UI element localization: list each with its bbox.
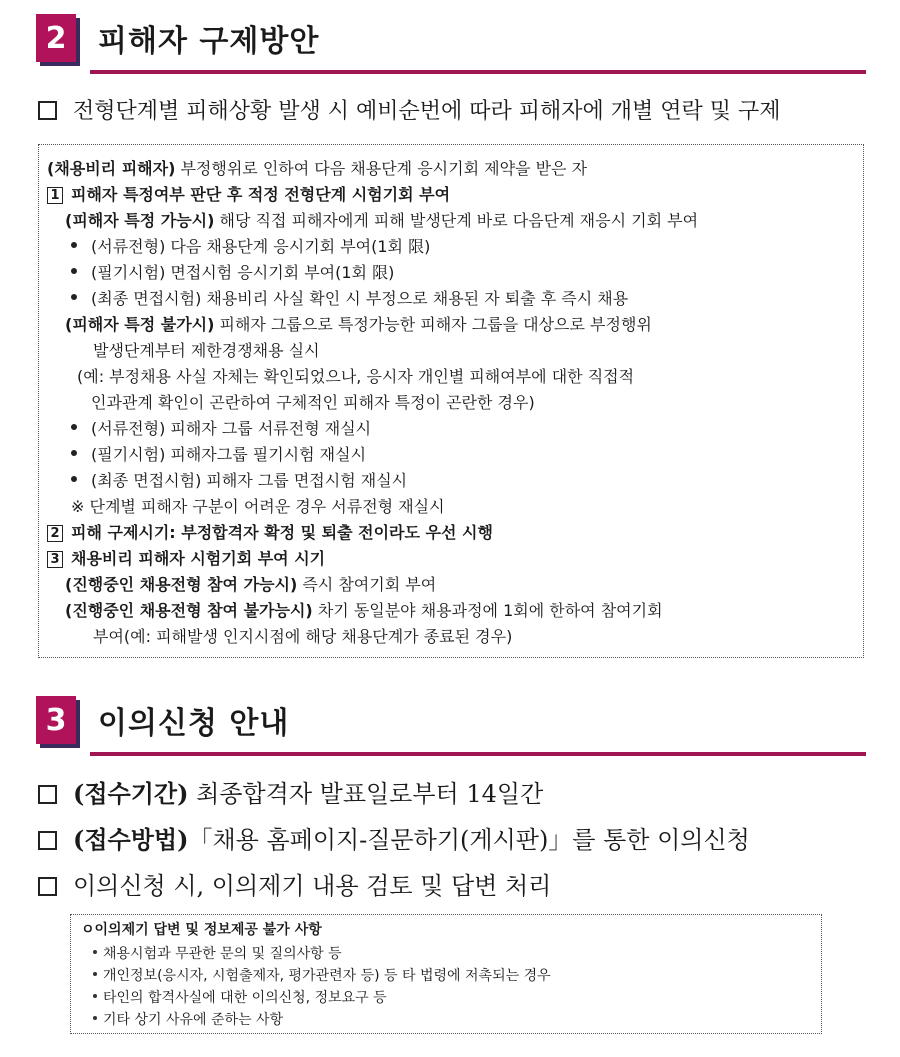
bullet-label: (접수방법) bbox=[73, 825, 189, 854]
square-bullet-icon bbox=[38, 877, 57, 896]
list-item-text: 채용시험과 무관한 문의 및 질의사항 등 bbox=[103, 946, 342, 962]
list-item bbox=[71, 445, 366, 465]
not-ongoing-case bbox=[65, 601, 663, 621]
section-number: 2 bbox=[36, 14, 76, 62]
list-item-text: (필기시험) 피해자그룹 필기시험 재실시 bbox=[91, 445, 367, 464]
not-ongoing-continued: 부여(예: 피해발생 인지시점에 해당 채용단계가 종료된 경우) bbox=[93, 627, 513, 646]
list-item-text: (필기시험) 면접시험 응시기회 부여(1회 限) bbox=[91, 263, 395, 282]
section-title: 피해자 구제방안 bbox=[98, 24, 320, 59]
list-item bbox=[93, 1011, 283, 1029]
note: ※ 단계별 피해자 구분이 어려운 경우 서류전형 재실시 bbox=[71, 497, 445, 516]
list-item bbox=[93, 967, 551, 985]
list-item bbox=[71, 289, 628, 309]
possible-text: 해당 직접 피해자에게 피해 발생단계 바로 다음단계 재응시 기회 부여 bbox=[214, 211, 699, 230]
impossible-label: (피해자 특정 불가시) bbox=[65, 315, 215, 334]
middle-dot-icon bbox=[93, 994, 97, 998]
list-item-text: 기타 상기 사유에 준하는 사항 bbox=[103, 1012, 284, 1028]
victim-definition bbox=[47, 159, 587, 179]
bullet-text: 최종합격자 발표일로부터 14일간 bbox=[188, 780, 544, 808]
list-item-text: (최종 면접시험) 채용비리 사실 확인 시 부정으로 채용된 자 퇴출 후 즉시 채용 bbox=[91, 289, 629, 308]
victim-label: (채용비리 피해자) bbox=[47, 159, 176, 178]
section-3-bullet bbox=[38, 774, 543, 809]
list-item bbox=[93, 945, 342, 963]
item-3-text: 채용비리 피해자 시험기회 부여 시기 bbox=[71, 549, 326, 568]
bullet-text: 전형단계별 피해상황 발생 시 예비순번에 따라 피해자에 개별 연락 및 구제 bbox=[73, 99, 781, 124]
bullet-text: 이의신청 시, 이의제기 내용 검토 및 답변 처리 bbox=[73, 872, 552, 900]
example-line-1: (예: 부정채용 사실 자체는 확인되었으나, 응시자 개인별 피해여부에 대한 직접적 bbox=[77, 367, 635, 386]
bullet-dot-icon bbox=[71, 242, 77, 248]
list-item bbox=[71, 263, 394, 283]
middle-dot-icon bbox=[93, 1016, 97, 1020]
section-3-bullet bbox=[38, 866, 551, 901]
square-bullet-icon bbox=[38, 101, 57, 120]
section-3-header bbox=[36, 696, 866, 756]
example-line-2: 인과관계 확인이 곤란하여 구체적인 피해자 특정이 곤란한 경우) bbox=[91, 393, 535, 412]
remedy-detail-box bbox=[38, 144, 864, 658]
not-ongoing-text: 차기 동일분야 채용과정에 1회에 한하여 참여기회 bbox=[312, 601, 663, 620]
number-box-icon: 3 bbox=[47, 551, 63, 568]
item-2-text: 피해 구제시기: 부정합격자 확정 및 퇴출 전이라도 우선 시행 bbox=[71, 523, 493, 542]
bullet-dot-icon bbox=[71, 424, 77, 430]
list-item bbox=[93, 989, 387, 1007]
bullet-dot-icon bbox=[71, 294, 77, 300]
list-item-text: (서류전형) 피해자 그룹 서류전형 재실시 bbox=[91, 419, 372, 438]
number-box-icon: 2 bbox=[47, 525, 63, 542]
square-bullet-icon bbox=[38, 785, 57, 804]
impossible-case bbox=[65, 315, 652, 335]
item-1-text: 피해자 특정여부 판단 후 적정 전형단계 시험기회 부여 bbox=[71, 185, 451, 204]
middle-dot-icon bbox=[93, 972, 97, 976]
square-bullet-icon bbox=[38, 831, 57, 850]
list-item bbox=[71, 419, 371, 439]
section-rule bbox=[90, 70, 866, 74]
bullet-dot-icon bbox=[71, 268, 77, 274]
list-item-text: (서류전형) 다음 채용단계 응시기회 부여(1회 限) bbox=[91, 237, 431, 256]
section-2-header bbox=[36, 14, 866, 74]
ongoing-case bbox=[65, 575, 436, 595]
impossible-continued: 발생단계부터 제한경쟁채용 실시 bbox=[93, 341, 320, 360]
possible-label: (피해자 특정 가능시) bbox=[65, 211, 215, 230]
middle-dot-icon bbox=[93, 950, 97, 954]
bullet-text: 「채용 홈페이지-질문하기(게시판)」를 통한 이의신청 bbox=[188, 826, 750, 854]
possible-case bbox=[65, 211, 698, 231]
victim-text: 부정행위로 인하여 다음 채용단계 응시기회 제약을 받은 자 bbox=[175, 159, 588, 178]
ongoing-label: (진행중인 채용전형 참여 가능시) bbox=[65, 575, 298, 594]
list-item-text: (최종 면접시험) 피해자 그룹 면접시험 재실시 bbox=[91, 471, 408, 490]
section-number: 3 bbox=[36, 696, 76, 744]
not-ongoing-label: (진행중인 채용전형 참여 불가능시) bbox=[65, 601, 313, 620]
list-item-text: 개인정보(응시자, 시험출제자, 평가관련자 등) 등 타 법령에 저촉되는 경우 bbox=[103, 968, 551, 984]
number-box-icon: 1 bbox=[47, 187, 63, 204]
section-title: 이의신청 안내 bbox=[98, 706, 290, 741]
list-item-text: 타인의 합격사실에 대한 이의신청, 정보요구 등 bbox=[103, 990, 387, 1006]
objection-exclusion-box bbox=[70, 914, 822, 1034]
item-2 bbox=[47, 523, 493, 543]
bullet-dot-icon bbox=[71, 476, 77, 482]
list-item bbox=[71, 237, 430, 257]
box-title: ㅇ이의제기 답변 및 정보제공 불가 사항 bbox=[81, 922, 322, 938]
bullet-dot-icon bbox=[71, 450, 77, 456]
section-rule bbox=[90, 752, 866, 756]
bullet-label: (접수기간) bbox=[73, 779, 189, 808]
list-item bbox=[71, 471, 407, 491]
impossible-text: 피해자 그룹으로 특정가능한 피해자 그룹을 대상으로 부정행위 bbox=[214, 315, 652, 334]
item-3 bbox=[47, 549, 325, 569]
section-2-bullet bbox=[38, 94, 781, 125]
section-3-bullet bbox=[38, 820, 750, 855]
ongoing-text: 즉시 참여기회 부여 bbox=[297, 575, 437, 594]
item-1 bbox=[47, 185, 450, 205]
